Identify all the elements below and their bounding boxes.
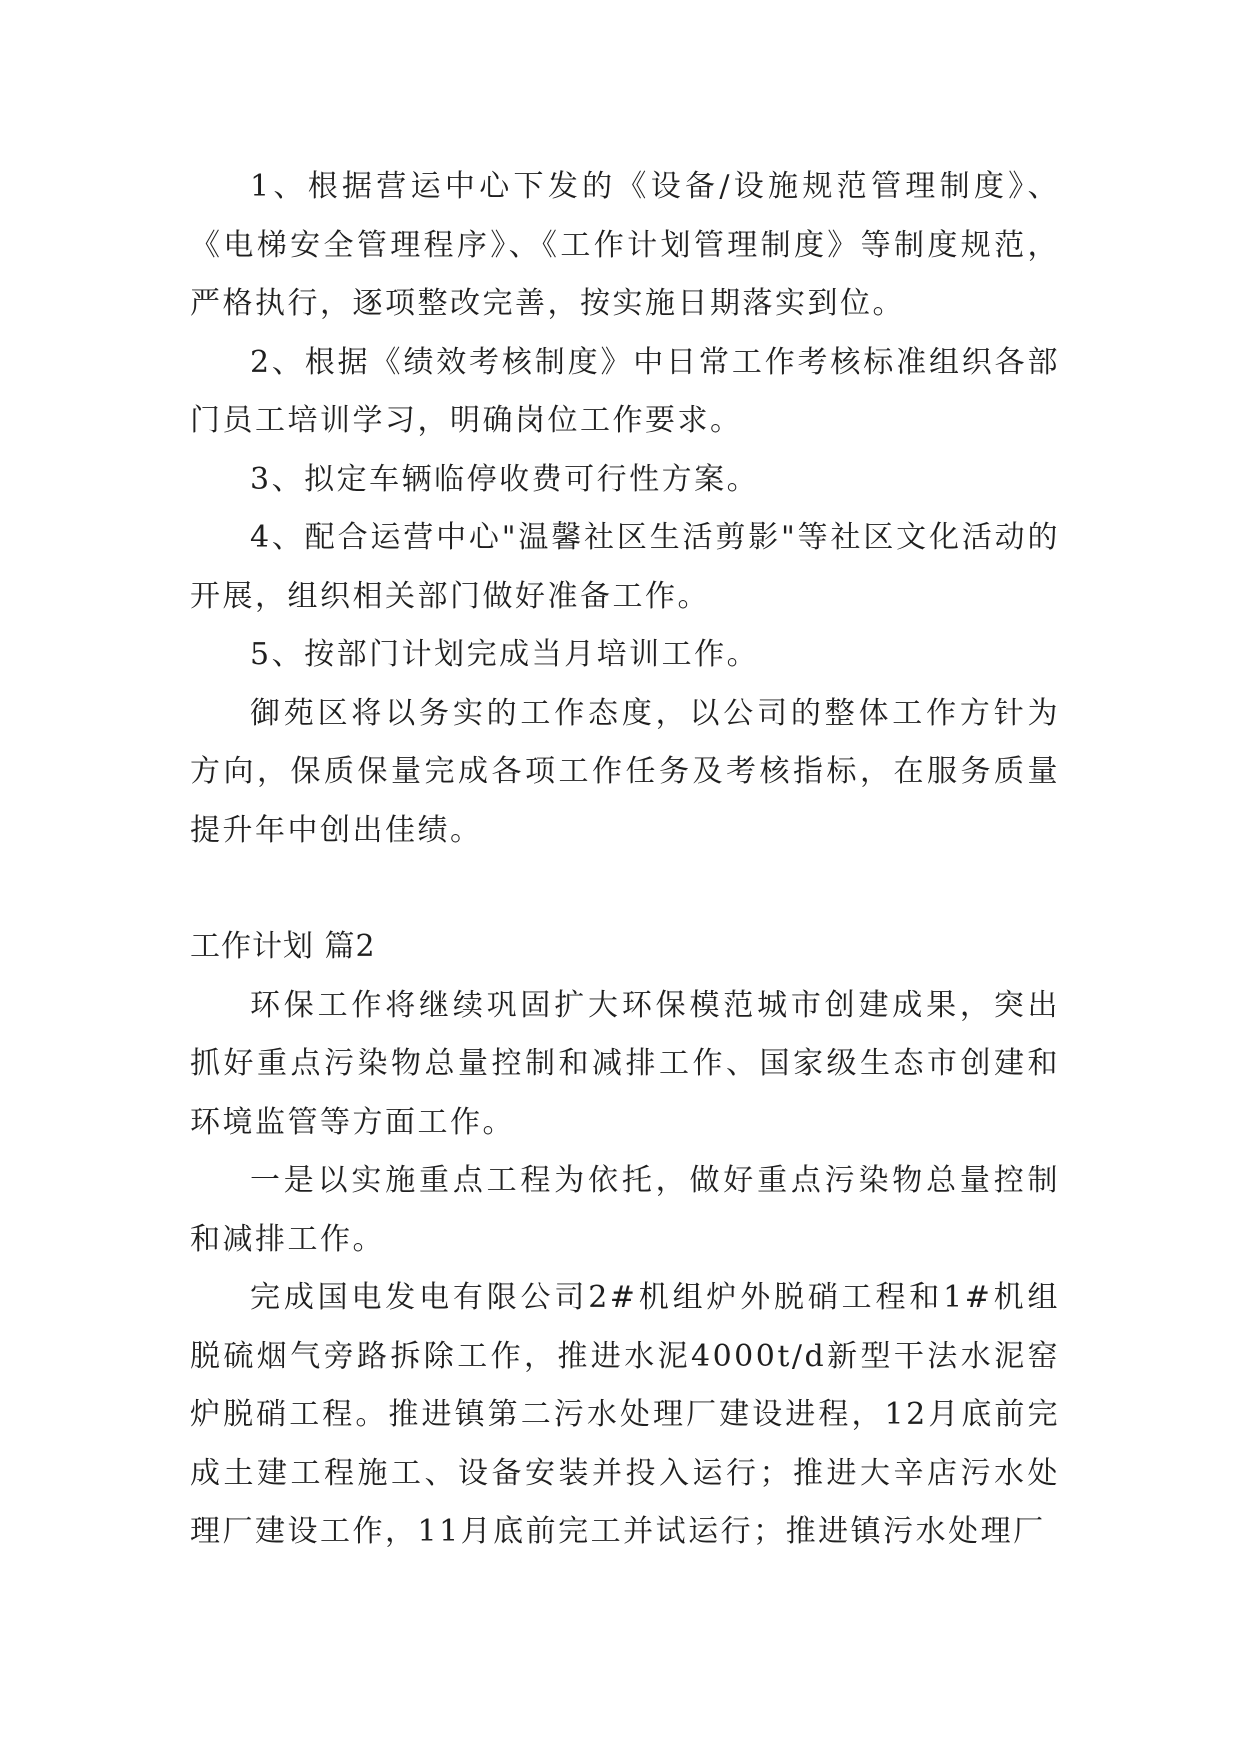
section-heading: 工作计划 篇2: [190, 929, 376, 964]
paragraph-item-2: 2、根据《绩效考核制度》中日常工作考核标准组织各部门员工培训学习，明确岗位工作要求。: [190, 344, 1060, 438]
paragraph-conclusion: 御苑区将以务实的工作态度，以公司的整体工作方针为方向，保质保量完成各项工作任务及考核指标，在服务质量提升年中创出佳绩。: [190, 695, 1060, 848]
paragraph-item-1: 1、根据营运中心下发的《设备/设施规范管理制度》、《电梯安全管理程序》、《工作计划管理制度》等制度规范，严格执行，逐项整改完善，按实施日期落实到位。: [190, 169, 1060, 321]
paragraph-item-4: 4、配合运营中心"温馨社区生活剪影"等社区文化活动的开展，组织相关部门做好准备工作。: [190, 520, 1060, 614]
document-body: [190, 158, 1060, 1562]
paragraph-point-one: 一是以实施重点工程为依托，做好重点污染物总量控制和减排工作。: [190, 1163, 1060, 1257]
paragraph-item-3: 3、拟定车辆临停收费可行性方案。: [250, 461, 760, 497]
paragraph-item-5: 5、按部门计划完成当月培训工作。: [250, 637, 760, 672]
paragraph-details: 完成国电发电有限公司2#机组炉外脱硝工程和1#机组脱硫烟气旁路拆除工作，推进水泥4000t/d新型干法水泥窑炉脱硝工程。推进镇第二污水处理厂建设进程，12月底前完成土建工程施工、设备安装并投入运行；推进大辛店污水处理厂建设工作，11月底前完工并试运行；推进镇污水处理厂: [190, 1280, 1060, 1549]
paragraph-intro: 环保工作将继续巩固扩大环保模范城市创建成果，突出抓好重点污染物总量控制和减排工作、国家级生态市创建和环境监管等方面工作。: [190, 987, 1060, 1140]
